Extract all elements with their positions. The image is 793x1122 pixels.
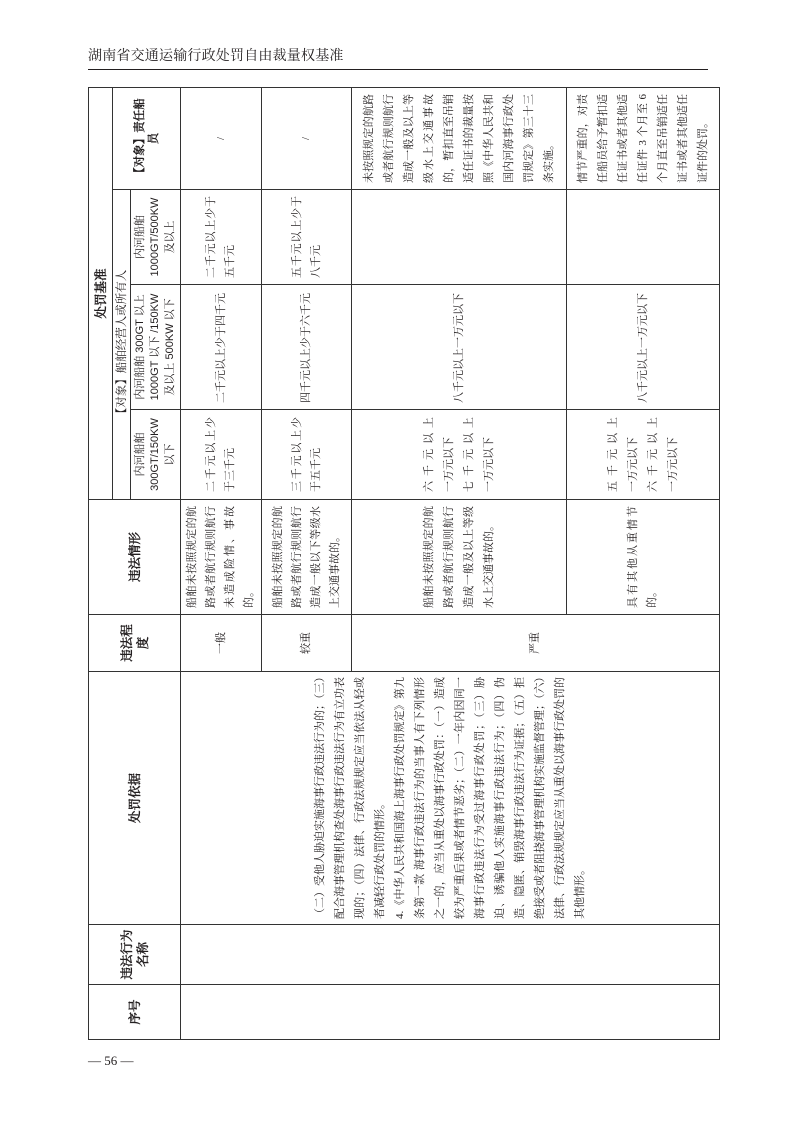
header-vessel-small: [131, 410, 181, 500]
header-line: 1000GT/500KW: [149, 197, 161, 277]
penalty-line: 七千元以上: [463, 417, 475, 492]
circumstance-cell: 船舶未按照规定的航路或者航行规则航行未造成险情、事故的。: [181, 500, 262, 615]
penalty-medium-vessel-cell: 八千元以上一万元以下: [352, 285, 567, 410]
circumstance-cell: 船舶未按照规定的航路或者航行规则航行造成一般及以上等级水上交通事故的。: [352, 500, 567, 615]
header-circumstance: 违法情形: [89, 500, 181, 615]
header-line: 内河船舶: [134, 215, 146, 259]
penalty-line: 六千元以上: [423, 417, 435, 492]
degree-cell-heavier: 较重: [262, 615, 352, 672]
header-vessel-medium: [131, 285, 181, 410]
penalty-crew-cell: /: [262, 87, 352, 189]
header-vessel-large: [131, 190, 181, 285]
header-row-1: [89, 87, 113, 1039]
penalty-medium-vessel-cell: 四千元以上少于六千元: [262, 285, 352, 410]
basis-cell: [181, 672, 720, 925]
penalty-small-vessel-cell: 三千元以上少于五千元: [262, 410, 352, 500]
penalty-line: 五千元以上: [607, 417, 619, 492]
header-penalty-benchmark: 处罚基准: [89, 87, 113, 499]
header-object-operator: 【对象】船舶经营人或所有人: [113, 190, 131, 500]
header-violation-name: 违法行为名称: [89, 925, 181, 985]
header-seq: 序号: [89, 985, 181, 1040]
penalty-line: 一万元以下: [667, 437, 679, 492]
penalty-benchmark-table: [88, 87, 720, 1040]
header-line: 内河船舶 300GT 以上: [134, 294, 146, 400]
rotated-table-container: [88, 88, 708, 1040]
penalty-line: 一万元以下: [627, 437, 639, 492]
running-header-title: 湖南省交通运输行政处罚自由裁量权基准: [88, 47, 344, 63]
basis-paragraph: 4.《中华人民共和国海上海事行政处罚规定》第九条第一款 海事行政违法行为的当事人有下列情形之一的，应当从重处以海事行政处罚：（一）造成较为严重后果或者情节恶劣；（二）一年内因同一海事行政违法行为受过海事行政处罚；（三）胁迫、诱骗他人实施海事行政违法行为；（四）伪造、隐匿、销毁海事行政违法行为证据；（五）拒绝接受或者阻挠海事管理机构实施监督管理；（六）法律、行政法规规定应当从重处以海事行政处罚的其他情形。: [394, 677, 586, 919]
penalty-crew-cell: 未按照规定的航路或者航行规则航行造成一般及以上等级水上交通事故的，暂扣直至吊销适任证书的裁量按照《中华人民共和国内河海事行政处罚规定》第三十三条实施。: [352, 87, 567, 189]
penalty-large-vessel-cell: 五千元以上少于八千元: [262, 190, 352, 285]
penalty-crew-cell: 情节严重的，对责任船员给予暂扣适任证书或者其他适任证件 3 个月至 6 个月直至吊销适任证书或者其他适任证件的处罚。: [567, 87, 720, 189]
seq-cell: [181, 985, 720, 1040]
page-number: — 56 —: [88, 1053, 134, 1068]
penalty-large-vessel-cell: 二千元以上少于五千元: [181, 190, 262, 285]
penalty-medium-vessel-cell: 二千元以上少于四千元: [181, 285, 262, 410]
penalty-crew-cell: /: [181, 87, 262, 189]
header-line: 及以上: [164, 220, 176, 254]
header-line: 以下: [164, 443, 176, 466]
violation-name-cell: [181, 925, 720, 985]
circumstance-cell: 船舶未按照规定的航路或者航行规则航行造成一般以下等级水上交通事故的。: [262, 500, 352, 615]
penalty-small-vessel-cell: [352, 410, 567, 500]
header-line: 及以上 500KW 以下: [164, 298, 176, 396]
header-object-crew: 【对象】责任船员: [113, 87, 181, 189]
header-line: 300GT/150KW: [149, 418, 161, 491]
header-degree: 违法程度: [89, 615, 181, 672]
header-line: 1000GT 以下 /150KW: [149, 293, 161, 401]
penalty-large-vessel-cell: [352, 190, 567, 285]
penalty-medium-vessel-cell: 八千元以上一万元以下: [567, 285, 720, 410]
circumstance-cell: 具有其他从重情节的。: [567, 500, 720, 615]
degree-cell-severe: 严重: [352, 615, 720, 672]
header-line: 内河船舶: [134, 432, 146, 477]
penalty-line: 一万元以下: [483, 437, 495, 492]
basis-paragraph: （二）受他人胁迫实施海事行政违法行为的；（三）配合海事管理机构查处海事行政违法行为有立功表现的；（四）法律、行政法规规定应当依法从轻或者减轻行政处罚的情形。: [314, 677, 386, 919]
penalty-line: 一万元以下: [443, 437, 455, 492]
penalty-large-vessel-cell: [567, 190, 720, 285]
row-general: [181, 87, 262, 1039]
header-basis: 处罚依据: [89, 672, 181, 925]
penalty-small-vessel-cell: 二千元以上少于三千元: [181, 410, 262, 500]
degree-cell-general: 一般: [181, 615, 262, 672]
penalty-line: 六千元以上: [647, 417, 659, 492]
penalty-small-vessel-cell: [567, 410, 720, 500]
header-rule: [88, 69, 708, 70]
